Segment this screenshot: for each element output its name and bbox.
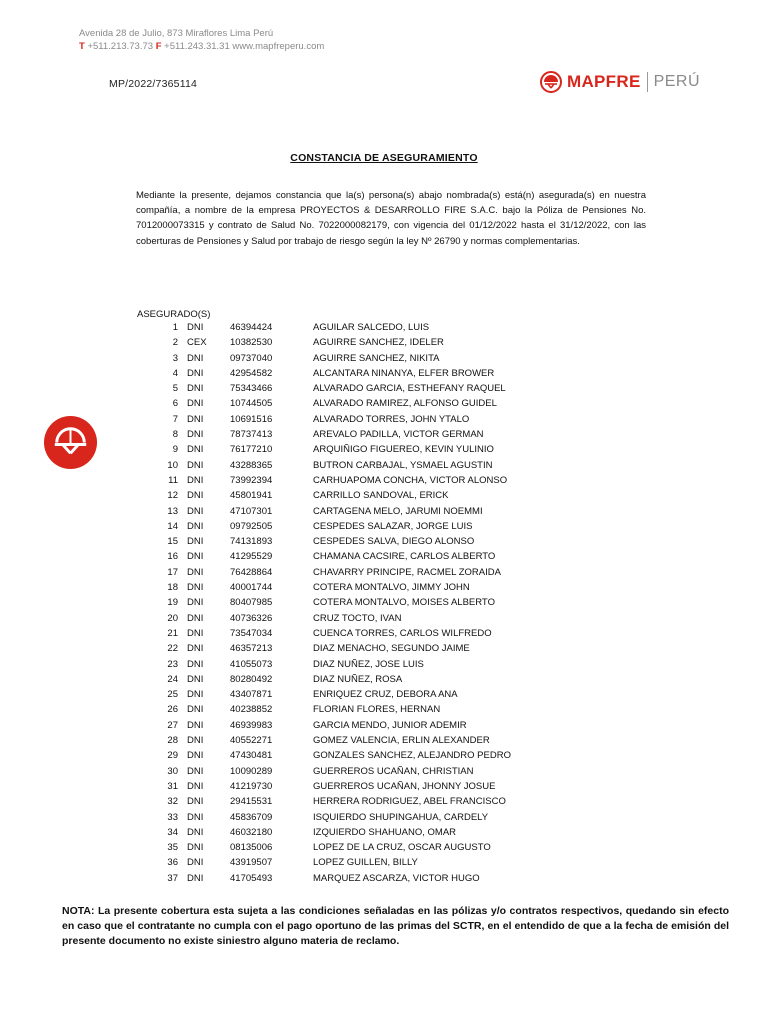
document-type: DNI [187,566,204,578]
insured-name: ALCANTARA NINANYA, ELFER BROWER [313,367,495,379]
row-number: 25 [167,689,178,701]
footer-note: NOTA: La presente cobertura esta sujeta a las condiciones señaladas en las pólizas y/o contratos respectivos, quedando sin efecto en caso que el contratante no cumpla con el pago oportuno de las primas del SCTR, en el entendido de que a la fecha de emisión del presente documento no existe siniestro alguno materia de reclamo. [62,905,729,948]
document-number: 43288365 [230,459,273,471]
row-number: 2 [172,337,178,349]
document-type: DNI [187,643,204,655]
logo-brand-text: MAPFRE [567,72,641,91]
document-number: 46357213 [230,643,273,655]
list-item [150,519,550,534]
document-number: 10691516 [230,413,273,425]
insured-name: MARQUEZ ASCARZA, VICTOR HUGO [313,872,480,884]
list-item [150,458,550,473]
document-number: 73547034 [230,627,273,639]
document-number: 40552271 [230,735,273,747]
insured-name: ALVARADO TORRES, JOHN YTALO [313,413,470,425]
list-item [150,794,550,809]
document-number: 80407985 [230,597,273,609]
insured-name: GUERREROS UCAÑAN, JHONNY JOSUE [313,780,496,792]
document-number: 41219730 [230,780,273,792]
document-number: 29415531 [230,796,273,808]
document-number: 73992394 [230,474,273,486]
row-number: 26 [167,704,178,716]
list-item [150,488,550,503]
row-number: 5 [172,383,178,395]
address-line: Avenida 28 de Julio, 873 Miraflores Lima Perú [79,28,274,39]
insured-name: CHAMANA CACSIRE, CARLOS ALBERTO [313,551,496,563]
insured-name: CESPEDES SALVA, DIEGO ALONSO [313,536,475,548]
document-type: DNI [187,811,204,823]
list-item [150,442,550,457]
insured-list-header: ASEGURADO(S) [137,309,211,320]
document-type: DNI [187,826,204,838]
document-number: 45801941 [230,490,273,502]
list-item [150,504,550,519]
document-type: DNI [187,322,204,333]
mapfre-side-emblem-icon [43,415,98,470]
insured-name: CARTAGENA MELO, JARUMI NOEMMI [313,505,483,517]
row-number: 33 [167,811,178,823]
list-item [150,595,550,610]
certificate-paragraph: Mediante la presente, dejamos constancia que la(s) persona(s) abajo nombrada(s) está(n) asegurada(s) en nuestra compañía, a nombre de la empresa PROYECTOS & DESARROLLO FIRE S.A.C. bajo la Póliza de Pensiones No. 7012000073315 y contrato de Salud No. 7022000082179, con vigencia del 01/12/2022 hasta el 31/12/2022, con las coberturas de Pensiones y Salud por trabajo de riesgo según la ley Nº 26790 y normas complementarias. [136,190,646,247]
document-type: DNI [187,597,204,609]
list-item [150,534,550,549]
document-type: DNI [187,658,204,670]
insured-name: DIAZ NUÑEZ, JOSE LUIS [313,658,424,670]
document-number: 40238852 [230,704,273,716]
list-item [150,366,550,381]
document-number: 47430481 [230,750,273,762]
list-item [150,733,550,748]
document-type: DNI [187,796,204,808]
list-item [150,335,550,350]
insured-name: ALVARADO RAMIREZ, ALFONSO GUIDEL [313,398,497,410]
insured-name: BUTRON CARBAJAL, YSMAEL AGUSTIN [313,459,493,471]
insured-name: LOPEZ DE LA CRUZ, OSCAR AUGUSTO [313,842,491,854]
document-number: 40736326 [230,612,273,624]
row-number: 20 [167,612,178,624]
list-item [150,396,550,411]
document-type: DNI [187,582,204,594]
document-type: DNI [187,474,204,486]
row-number: 34 [167,826,178,838]
website: www.mapfreperu.com [232,41,325,52]
row-number: 17 [167,566,178,578]
document-number: 80280492 [230,673,273,685]
row-number: 23 [167,658,178,670]
list-item [150,855,550,870]
row-number: 22 [167,643,178,655]
document-type: DNI [187,872,204,884]
row-number: 31 [167,780,178,792]
row-number: 29 [167,750,178,762]
document-type: DNI [187,842,204,854]
document-number: 41055073 [230,658,273,670]
list-item [150,657,550,672]
document-number: 43407871 [230,689,273,701]
insured-name: LOPEZ GUILLEN, BILLY [313,857,418,869]
list-item [150,580,550,595]
document-number: 10090289 [230,765,273,777]
list-item [150,473,550,488]
list-item [150,626,550,641]
document-type: DNI [187,704,204,716]
insured-name: CHAVARRY PRINCIPE, RACMEL ZORAIDA [313,566,501,578]
document-type: DNI [187,612,204,624]
insured-name: FLORIAN FLORES, HERNAN [313,704,441,716]
document-title: CONSTANCIA DE ASEGURAMIENTO [290,152,478,164]
document-reference: MP/2022/7365114 [109,78,198,90]
row-number: 19 [167,597,178,609]
list-item [150,825,550,840]
list-item [150,320,550,335]
document-number: 45836709 [230,811,273,823]
row-number: 9 [172,444,178,456]
document-number: 40001744 [230,582,273,594]
row-number: 6 [172,398,178,410]
row-number: 18 [167,582,178,594]
mapfre-logo [540,70,700,94]
list-item [150,718,550,733]
document-number: 46394424 [230,322,273,333]
phone-number: +511.213.73.73 [87,41,154,52]
document-type: DNI [187,352,204,364]
document-number: 10382530 [230,337,273,349]
row-number: 21 [167,627,178,639]
insured-name: CARHUAPOMA CONCHA, VICTOR ALONSO [313,474,508,486]
list-item [150,779,550,794]
list-item [150,702,550,717]
logo-divider [647,72,648,92]
insured-name: IZQUIERDO SHAHUANO, OMAR [313,826,457,838]
document-number: 09737040 [230,352,273,364]
insured-name: ALVARADO GARCIA, ESTHEFANY RAQUEL [313,383,506,395]
insured-name: DIAZ NUÑEZ, ROSA [313,673,403,685]
document-number: 42954582 [230,367,273,379]
list-item [150,611,550,626]
document-number: 75343466 [230,383,273,395]
list-item [150,748,550,763]
document-type: DNI [187,505,204,517]
list-item [150,687,550,702]
document-type: DNI [187,490,204,502]
row-number: 32 [167,796,178,808]
document-type: CEX [187,337,207,349]
insured-name: GARCIA MENDO, JUNIOR ADEMIR [313,719,467,731]
insured-list [150,320,550,886]
insured-name: CARRILLO SANDOVAL, ERICK [313,490,449,502]
fax-label: F [155,41,162,52]
row-number: 10 [167,459,178,471]
document-number: 76177210 [230,444,273,456]
document-number: 78737413 [230,429,273,441]
document-type: DNI [187,383,204,395]
insured-name: CESPEDES SALAZAR, JORGE LUIS [313,520,473,532]
list-item [150,351,550,366]
list-item [150,549,550,564]
document-number: 43919507 [230,857,273,869]
insured-name: ENRIQUEZ CRUZ, DEBORA ANA [313,689,458,701]
document-type: DNI [187,780,204,792]
list-item [150,381,550,396]
row-number: 24 [167,673,178,685]
insured-name: GONZALES SANCHEZ, ALEJANDRO PEDRO [313,750,511,762]
insured-name: AGUILAR SALCEDO, LUIS [313,322,430,333]
document-number: 41705493 [230,872,273,884]
document-type: DNI [187,627,204,639]
document-type: DNI [187,689,204,701]
document-type: DNI [187,413,204,425]
document-number: 08135006 [230,842,273,854]
insured-name: AGUIRRE SANCHEZ, IDELER [313,337,444,349]
document-type: DNI [187,444,204,456]
list-item [150,412,550,427]
insured-name: DIAZ MENACHO, SEGUNDO JAIME [313,643,470,655]
row-number: 15 [167,536,178,548]
row-number: 4 [172,367,178,379]
document-number: 09792505 [230,520,273,532]
document-type: DNI [187,765,204,777]
document-number: 41295529 [230,551,273,563]
document-type: DNI [187,750,204,762]
contact-line [79,40,324,53]
row-number: 16 [167,551,178,563]
document-type: DNI [187,429,204,441]
insured-name: AGUIRRE SANCHEZ, NIKITA [313,352,440,364]
row-number: 8 [172,429,178,441]
row-number: 3 [172,352,178,364]
insured-name: COTERA MONTALVO, MOISES ALBERTO [313,597,495,609]
fax-number: +511.243.31.31 [164,41,230,52]
insured-name: ARQUIÑIGO FIGUEREO, KEVIN YULINIO [313,444,494,456]
row-number: 28 [167,735,178,747]
document-type: DNI [187,367,204,379]
document-number: 47107301 [230,505,273,517]
document-type: DNI [187,520,204,532]
document-type: DNI [187,551,204,563]
document-type: DNI [187,398,204,410]
insured-name: CRUZ TOCTO, IVAN [313,612,402,624]
document-number: 76428864 [230,566,273,578]
insured-name: AREVALO PADILLA, VICTOR GERMAN [313,429,484,441]
list-item [150,871,550,886]
row-number: 30 [167,765,178,777]
insured-name: CUENCA TORRES, CARLOS WILFREDO [313,627,492,639]
document-type: DNI [187,459,204,471]
list-item [150,840,550,855]
logo-country-text: PERÚ [653,73,701,90]
insured-name: GOMEZ VALENCIA, ERLIN ALEXANDER [313,735,490,747]
list-item [150,672,550,687]
row-number: 37 [167,872,178,884]
row-number: 11 [168,474,178,486]
insured-name: HERRERA RODRIGUEZ, ABEL FRANCISCO [313,796,506,808]
document-number: 74131893 [230,536,273,548]
list-item [150,565,550,580]
row-number: 1 [172,322,178,333]
row-number: 36 [167,857,178,869]
row-number: 13 [167,505,178,517]
document-type: DNI [187,673,204,685]
document-number: 10744505 [230,398,273,410]
document-type: DNI [187,735,204,747]
list-item [150,764,550,779]
document-number: 46939983 [230,719,273,731]
row-number: 7 [172,413,178,425]
row-number: 27 [167,719,178,731]
document-type: DNI [187,536,204,548]
list-item [150,427,550,442]
insured-name: ISQUIERDO SHUPINGAHUA, CARDELY [313,811,489,823]
document-type: DNI [187,857,204,869]
row-number: 14 [167,520,178,532]
row-number: 12 [167,490,178,502]
company-address-block [79,27,324,53]
insured-name: COTERA MONTALVO, JIMMY JOHN [313,582,470,594]
phone-label: T [79,41,85,52]
list-item [150,810,550,825]
document-type: DNI [187,719,204,731]
mapfre-emblem-icon [540,71,562,93]
insured-name: GUERREROS UCAÑAN, CHRISTIAN [313,765,474,777]
list-item [150,641,550,656]
document-number: 46032180 [230,826,273,838]
row-number: 35 [167,842,178,854]
